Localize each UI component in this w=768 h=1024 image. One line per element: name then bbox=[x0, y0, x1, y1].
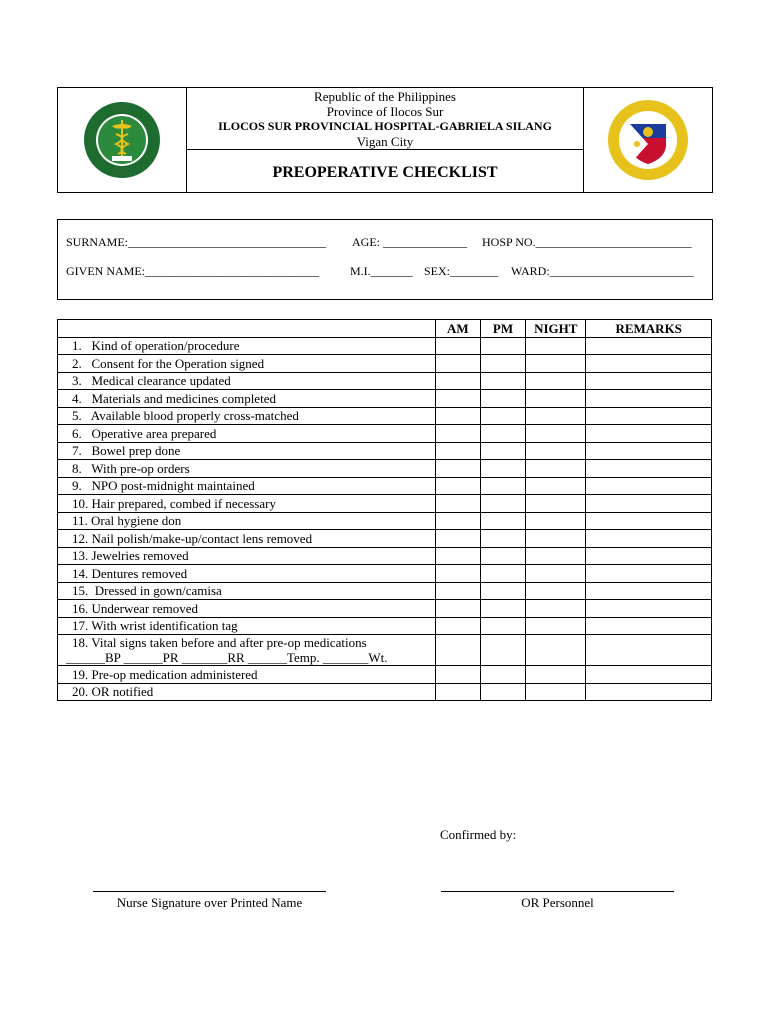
night-cell[interactable] bbox=[526, 372, 586, 390]
header-item bbox=[58, 320, 436, 338]
confirmed-by-label: Confirmed by: bbox=[440, 827, 517, 842]
table-row bbox=[58, 666, 712, 684]
remarks-cell[interactable] bbox=[586, 512, 712, 530]
table-row bbox=[58, 547, 712, 565]
checklist-item-label: 3. Medical clearance updated bbox=[58, 372, 436, 390]
checklist-item-label: 15. Dressed in gown/camisa bbox=[58, 582, 436, 600]
pm-cell[interactable] bbox=[480, 372, 525, 390]
checklist-item-label: 17. With wrist identification tag bbox=[58, 617, 436, 635]
header-center bbox=[187, 88, 583, 192]
night-cell[interactable] bbox=[526, 407, 586, 425]
remarks-cell[interactable] bbox=[586, 547, 712, 565]
hosp-no-field[interactable]: HOSP NO.__________________________ bbox=[482, 235, 692, 249]
checklist-item-label: 13. Jewelries removed bbox=[58, 547, 436, 565]
table-row bbox=[58, 425, 712, 443]
table-row bbox=[58, 565, 712, 583]
am-cell[interactable] bbox=[435, 582, 480, 600]
remarks-cell[interactable] bbox=[586, 372, 712, 390]
mi-field[interactable]: M.I._______ bbox=[350, 264, 413, 278]
table-row bbox=[58, 460, 712, 478]
remarks-cell[interactable] bbox=[586, 495, 712, 513]
pm-cell[interactable] bbox=[480, 495, 525, 513]
am-cell[interactable] bbox=[435, 565, 480, 583]
patient-info-box bbox=[57, 219, 713, 300]
night-cell[interactable] bbox=[526, 477, 586, 495]
remarks-cell[interactable] bbox=[586, 355, 712, 373]
am-cell[interactable] bbox=[435, 390, 480, 408]
am-cell[interactable] bbox=[435, 372, 480, 390]
night-cell[interactable] bbox=[526, 617, 586, 635]
nurse-signature-line[interactable] bbox=[93, 891, 326, 892]
table-row bbox=[58, 442, 712, 460]
age-field[interactable]: AGE: ______________ bbox=[352, 235, 467, 249]
am-cell[interactable] bbox=[435, 512, 480, 530]
table-row bbox=[58, 530, 712, 548]
am-cell[interactable] bbox=[435, 337, 480, 355]
table-row bbox=[58, 600, 712, 618]
night-cell[interactable] bbox=[526, 355, 586, 373]
checklist-item-label: 1. Kind of operation/procedure bbox=[58, 337, 436, 355]
pm-cell[interactable] bbox=[480, 355, 525, 373]
table-row bbox=[58, 372, 712, 390]
province-seal-icon bbox=[606, 98, 690, 182]
checklist-item-label: 10. Hair prepared, combed if necessary bbox=[58, 495, 436, 513]
am-cell[interactable] bbox=[435, 530, 480, 548]
pm-cell[interactable] bbox=[480, 582, 525, 600]
hospital-name: ILOCOS SUR PROVINCIAL HOSPITAL-GABRIELA SILANG bbox=[218, 119, 552, 133]
remarks-cell[interactable] bbox=[586, 617, 712, 635]
remarks-cell[interactable] bbox=[586, 407, 712, 425]
pm-cell[interactable] bbox=[480, 390, 525, 408]
checklist-item-label: 12. Nail polish/make-up/contact lens removed bbox=[58, 530, 436, 548]
hospital-logo-cell bbox=[58, 88, 187, 192]
header-night: NIGHT bbox=[526, 320, 586, 338]
sex-field[interactable]: SEX:________ bbox=[424, 264, 499, 278]
table-row bbox=[58, 582, 712, 600]
night-cell[interactable] bbox=[526, 565, 586, 583]
checklist-item-label: 9. NPO post-midnight maintained bbox=[58, 477, 436, 495]
remarks-cell[interactable] bbox=[586, 666, 712, 684]
checklist-item-label: 5. Available blood properly cross-matched bbox=[58, 407, 436, 425]
checklist-item-label: 14. Dentures removed bbox=[58, 565, 436, 583]
header-pm: PM bbox=[480, 320, 525, 338]
city-line: Vigan City bbox=[356, 134, 414, 149]
checklist-item-label: 4. Materials and medicines completed bbox=[58, 390, 436, 408]
pm-cell[interactable] bbox=[480, 407, 525, 425]
checklist-body bbox=[58, 337, 712, 701]
checklist-item-text: 18. Vital signs taken before and after pre-op medications bbox=[72, 635, 367, 650]
am-cell[interactable] bbox=[435, 635, 480, 666]
night-cell[interactable] bbox=[526, 600, 586, 618]
am-cell[interactable] bbox=[435, 666, 480, 684]
remarks-cell[interactable] bbox=[586, 460, 712, 478]
checklist-item-label: 6. Operative area prepared bbox=[58, 425, 436, 443]
pm-cell[interactable] bbox=[480, 565, 525, 583]
pm-cell[interactable] bbox=[480, 425, 525, 443]
table-row bbox=[58, 495, 712, 513]
table-row bbox=[58, 355, 712, 373]
remarks-cell[interactable] bbox=[586, 530, 712, 548]
table-row bbox=[58, 683, 712, 701]
table-row bbox=[58, 477, 712, 495]
pm-cell[interactable] bbox=[480, 477, 525, 495]
am-cell[interactable] bbox=[435, 495, 480, 513]
pm-cell[interactable] bbox=[480, 460, 525, 478]
republic-line: Republic of the Philippines bbox=[314, 89, 456, 104]
am-cell[interactable] bbox=[435, 600, 480, 618]
pm-cell[interactable] bbox=[480, 617, 525, 635]
vital-signs-fields[interactable]: ______BP ______PR _______RR ______Temp. _______Wt. bbox=[66, 650, 388, 665]
pm-cell[interactable] bbox=[480, 442, 525, 460]
table-row bbox=[58, 635, 712, 666]
night-cell[interactable] bbox=[526, 442, 586, 460]
checklist-item-label: 2. Consent for the Operation signed bbox=[58, 355, 436, 373]
am-cell[interactable] bbox=[435, 460, 480, 478]
or-personnel-signature-line[interactable] bbox=[441, 891, 674, 892]
province-seal-cell bbox=[583, 88, 712, 192]
pm-cell[interactable] bbox=[480, 635, 525, 666]
remarks-cell[interactable] bbox=[586, 390, 712, 408]
remarks-cell[interactable] bbox=[586, 683, 712, 701]
or-personnel-label: OR Personnel bbox=[521, 895, 594, 910]
remarks-cell[interactable] bbox=[586, 582, 712, 600]
header-divider bbox=[187, 149, 583, 150]
am-cell[interactable] bbox=[435, 355, 480, 373]
night-cell[interactable] bbox=[526, 666, 586, 684]
header-remarks: REMARKS bbox=[586, 320, 712, 338]
night-cell[interactable] bbox=[526, 635, 586, 666]
checklist-item-label: 11. Oral hygiene don bbox=[58, 512, 436, 530]
checklist-item-label: 16. Underwear removed bbox=[58, 600, 436, 618]
pm-cell[interactable] bbox=[480, 530, 525, 548]
pm-cell[interactable] bbox=[480, 683, 525, 701]
table-row bbox=[58, 512, 712, 530]
table-row bbox=[58, 617, 712, 635]
remarks-cell[interactable] bbox=[586, 442, 712, 460]
night-cell[interactable] bbox=[526, 495, 586, 513]
remarks-cell[interactable] bbox=[586, 425, 712, 443]
night-cell[interactable] bbox=[526, 683, 586, 701]
night-cell[interactable] bbox=[526, 460, 586, 478]
remarks-cell[interactable] bbox=[586, 635, 712, 666]
nurse-signature-label: Nurse Signature over Printed Name bbox=[116, 895, 303, 910]
am-cell[interactable] bbox=[435, 477, 480, 495]
am-cell[interactable] bbox=[435, 547, 480, 565]
night-cell[interactable] bbox=[526, 425, 586, 443]
night-cell[interactable] bbox=[526, 582, 586, 600]
night-cell[interactable] bbox=[526, 547, 586, 565]
given-name-field[interactable]: GIVEN NAME:_____________________________ bbox=[66, 264, 319, 278]
night-cell[interactable] bbox=[526, 337, 586, 355]
table-row bbox=[58, 407, 712, 425]
table-header-row bbox=[58, 320, 712, 338]
am-cell[interactable] bbox=[435, 617, 480, 635]
am-cell[interactable] bbox=[435, 683, 480, 701]
hospital-seal-icon bbox=[82, 100, 162, 180]
pm-cell[interactable] bbox=[480, 337, 525, 355]
remarks-cell[interactable] bbox=[586, 600, 712, 618]
am-cell[interactable] bbox=[435, 425, 480, 443]
night-cell[interactable] bbox=[526, 390, 586, 408]
surname-field[interactable]: SURNAME:_________________________________ bbox=[66, 235, 327, 249]
checklist-item-label: 7. Bowel prep done bbox=[58, 442, 436, 460]
pm-cell[interactable] bbox=[480, 547, 525, 565]
pm-cell[interactable] bbox=[480, 512, 525, 530]
night-cell[interactable] bbox=[526, 530, 586, 548]
table-row bbox=[58, 337, 712, 355]
remarks-cell[interactable] bbox=[586, 477, 712, 495]
page-title: PREOPERATIVE CHECKLIST bbox=[272, 164, 498, 181]
checklist-item-label: 8. With pre-op orders bbox=[58, 460, 436, 478]
ward-field[interactable]: WARD:________________________ bbox=[511, 264, 694, 278]
checklist-item-label bbox=[58, 635, 436, 666]
header-box bbox=[57, 87, 713, 193]
province-line: Province of Ilocos Sur bbox=[326, 104, 444, 119]
checklist-table bbox=[57, 319, 712, 701]
am-cell[interactable] bbox=[435, 407, 480, 425]
remarks-cell[interactable] bbox=[586, 565, 712, 583]
header-am: AM bbox=[435, 320, 480, 338]
am-cell[interactable] bbox=[435, 442, 480, 460]
pm-cell[interactable] bbox=[480, 600, 525, 618]
table-row bbox=[58, 390, 712, 408]
remarks-cell[interactable] bbox=[586, 337, 712, 355]
pm-cell[interactable] bbox=[480, 666, 525, 684]
checklist-item-label: 20. OR notified bbox=[58, 683, 436, 701]
checklist-item-label: 19. Pre-op medication administered bbox=[58, 666, 436, 684]
night-cell[interactable] bbox=[526, 512, 586, 530]
